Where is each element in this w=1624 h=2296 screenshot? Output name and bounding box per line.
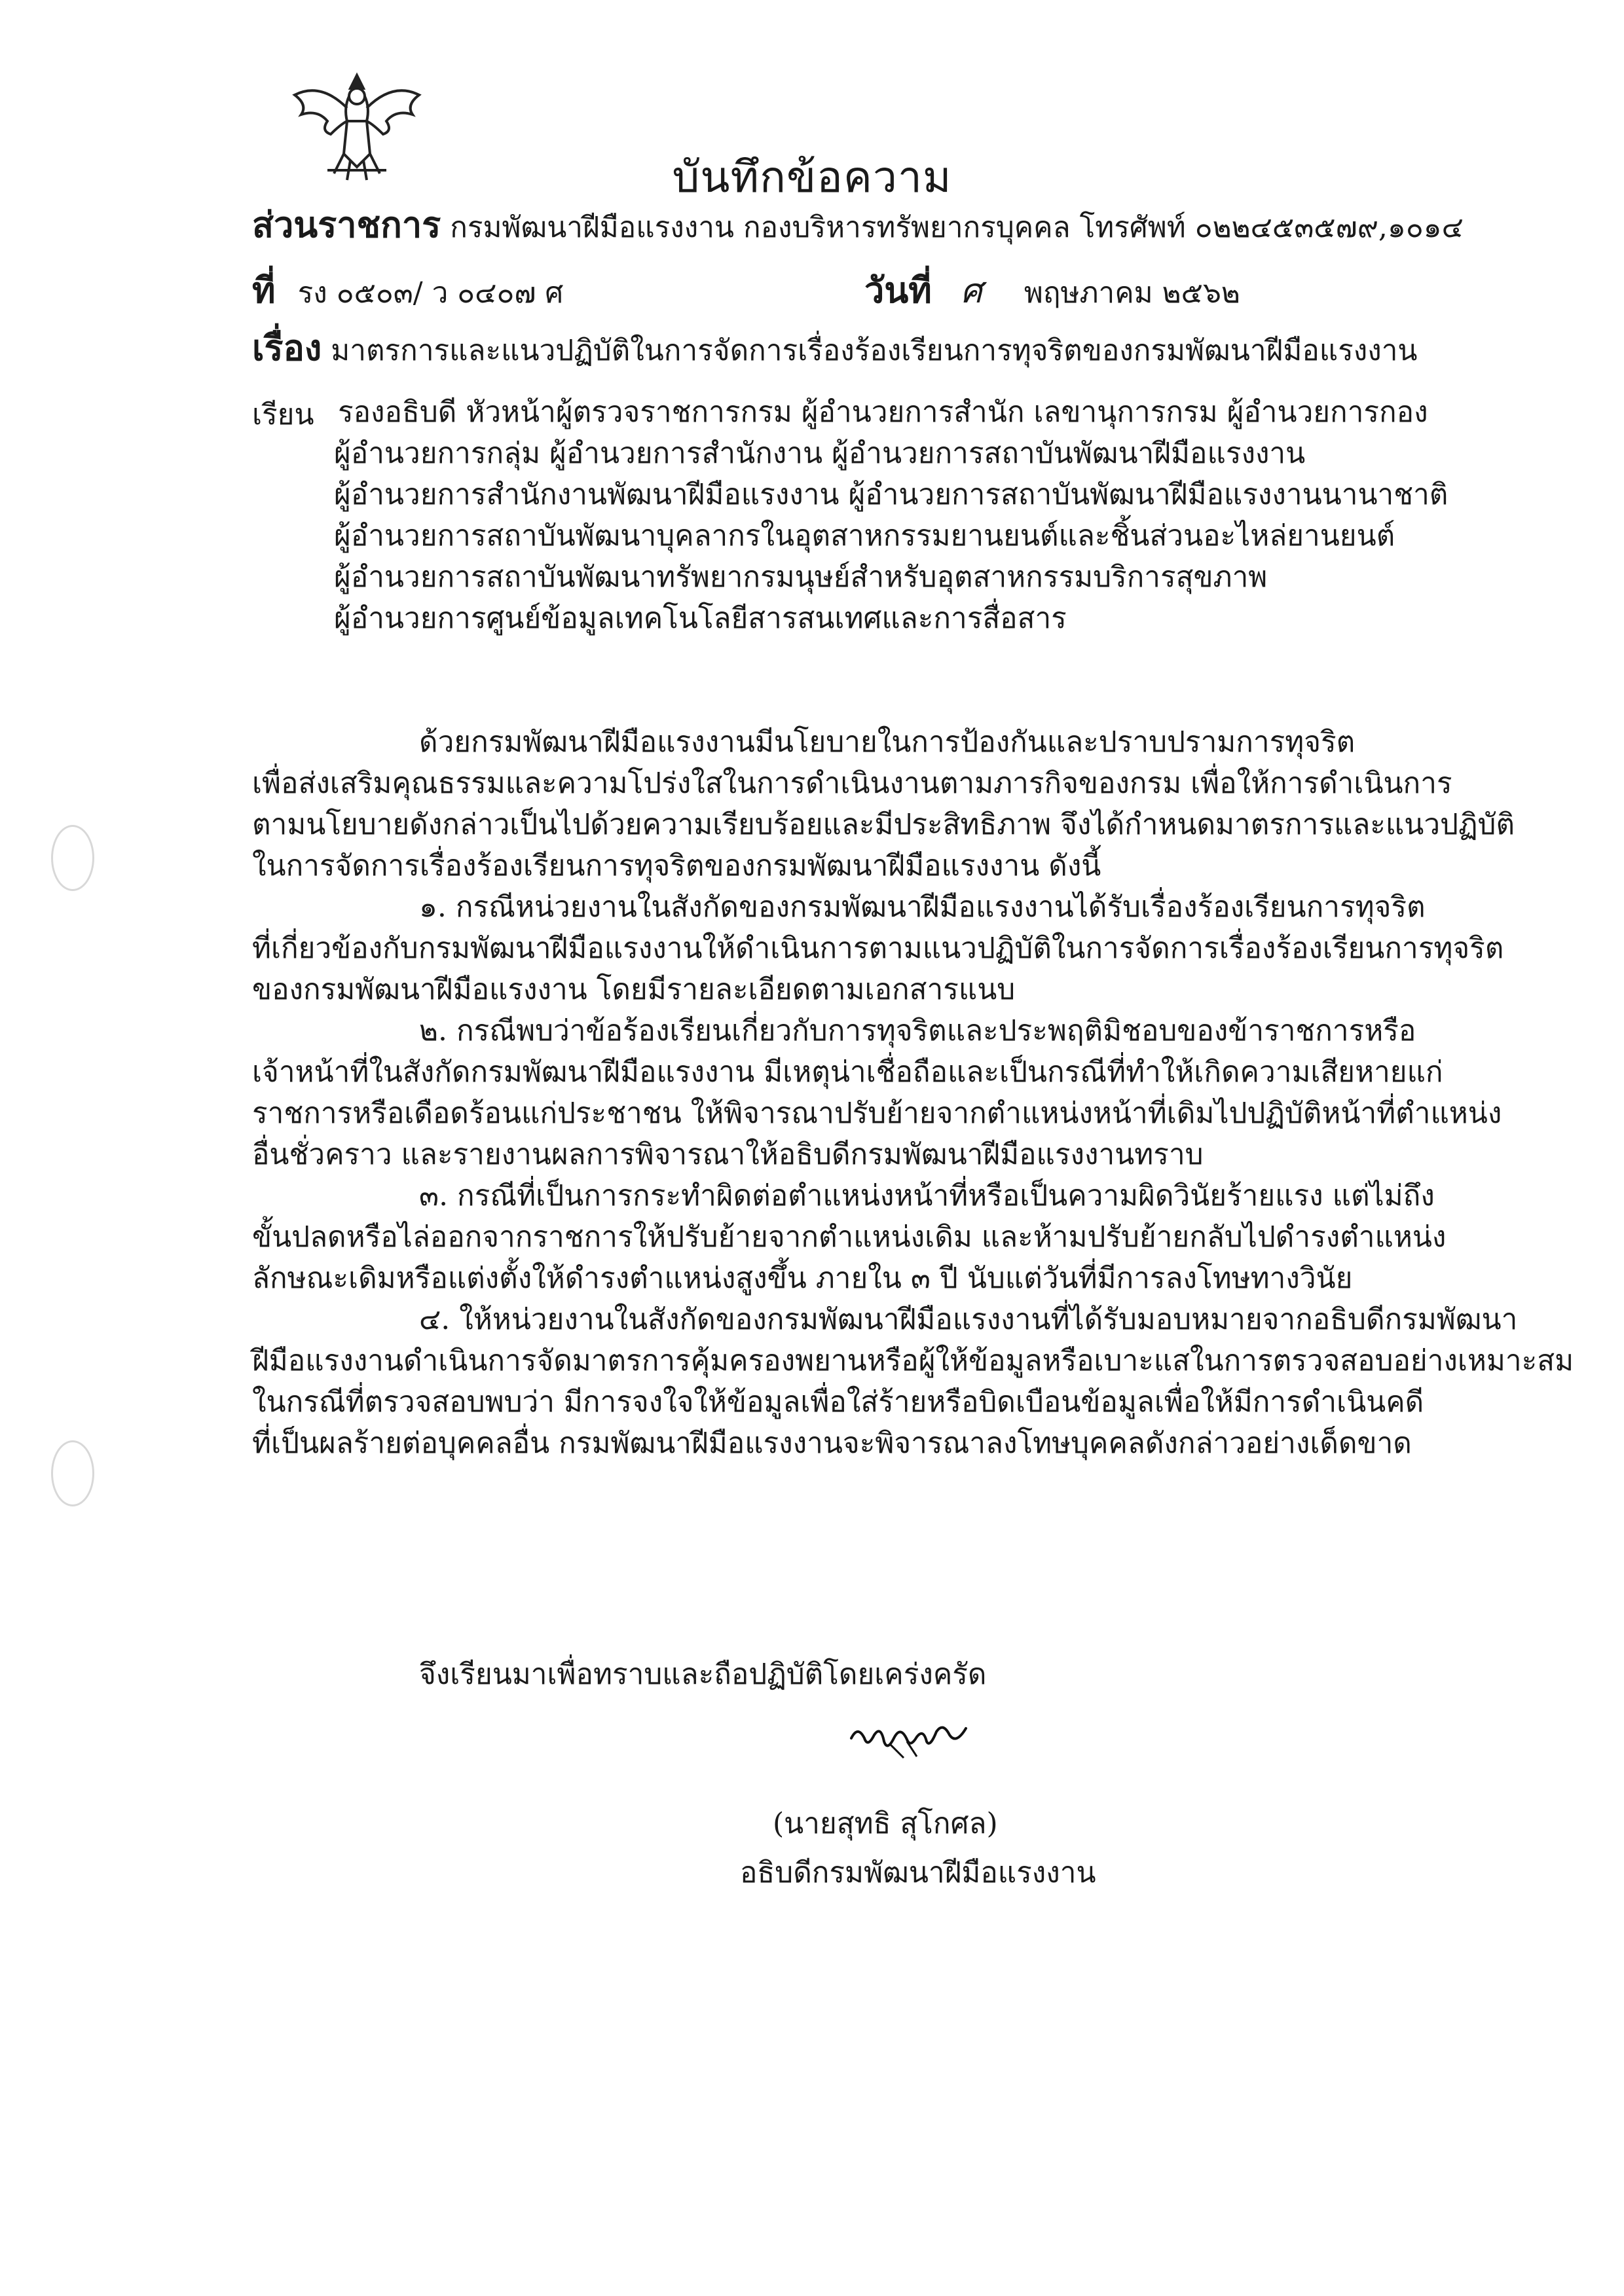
subject-label: เรื่อง [252,327,322,369]
closing-line: จึงเรียนมาเพื่อทราบและถือปฏิบัติโดยเคร่งครัด [419,1658,987,1691]
agency-label: ส่วนราชการ [252,204,441,246]
paragraph-item-2 [252,1010,1502,1175]
recipient-line: ผู้อำนวยการสถาบันพัฒนาบุคลากรในอุตสาหกรรมยานยนต์และชิ้นส่วนอะไหล่ยานยนต์ [334,519,1395,553]
paragraph-line: ๔. ให้หน่วยงานในสังกัดของกรมพัฒนาฝีมือแรงงานที่ได้รับมอบหมายจากอธิบดีกรมพัฒนา [419,1303,1518,1336]
recipient-line: ผู้อำนวยการศูนย์ข้อมูลเทคโนโลยีสารสนเทศและการสื่อสาร [334,602,1067,635]
reference-number: รง ๐๕๐๓/ ว ๐๔๐๗ ศ [297,276,564,310]
recipients [334,392,1448,639]
paragraph-item-4 [252,1299,1574,1464]
paragraph-line: ที่เกี่ยวข้องกับกรมพัฒนาฝีมือแรงงานให้ดำเนินการตามแนวปฏิบัติในการจัดการเรื่องร้องเรียนการทุจริต [252,932,1504,965]
paragraph-item-3 [252,1175,1447,1299]
agency-value: กรมพัฒนาฝีมือแรงงาน กองบริหารทรัพยากรบุคคล โทรศัพท์ ๐๒๒๔๕๓๕๗๙,๑๐๑๔ [450,211,1464,244]
signer-position: อธิบดีกรมพัฒนาฝีมือแรงงาน [740,1856,1096,1889]
recipient-line: ผู้อำนวยการสำนักงานพัฒนาฝีมือแรงงาน ผู้อำนวยการสถาบันพัฒนาฝีมือแรงงานนานาชาติ [334,478,1449,511]
subject-value: มาตรการและแนวปฏิบัติในการจัดการเรื่องร้องเรียนการทุจริตของกรมพัฒนาฝีมือแรงงาน [331,334,1418,367]
recipient-line: ผู้อำนวยการกลุ่ม ผู้อำนวยการสำนักงาน ผู้อำนวยการสถาบันพัฒนาฝีมือแรงงาน [334,437,1306,470]
paragraph-line: ในกรณีที่ตรวจสอบพบว่า มีการจงใจให้ข้อมูลเพื่อใส่ร้ายหรือบิดเบือนข้อมูลเพื่อให้มีการดำเนินคดี [252,1385,1424,1419]
paragraph-line: เพื่อส่งเสริมคุณธรรมและความโปร่งใสในการดำเนินงานตามภารกิจของกรม เพื่อให้การดำเนินการ [252,767,1452,800]
paragraph-item-1 [252,886,1504,1010]
memo-title: บันทึกข้อความ [672,152,952,202]
paragraph-line: ๑. กรณีหน่วยงานในสังกัดของกรมพัฒนาฝีมือแรงงานได้รับเรื่องร้องเรียนการทุจริต [419,890,1426,924]
paragraph-line: ราชการหรือเดือดร้อนแก่ประชาชน ให้พิจารณาปรับย้ายจากตำแหน่งหน้าที่เดิมไปปฏิบัติหน้าที่ตำแหน่ง [252,1097,1502,1130]
paragraph-line: ของกรมพัฒนาฝีมือแรงงาน โดยมีรายละเอียดตามเอกสารแนบ [252,973,1016,1006]
punch-hole [51,825,94,891]
date-day: ศ [960,272,982,311]
paragraph-line: อื่นชั่วคราว และรายงานผลการพิจารณาให้อธิบดีกรมพัฒนาฝีมือแรงงานทราบ [252,1138,1204,1171]
punch-hole [51,1440,94,1506]
recipient-line: รองอธิบดี หัวหน้าผู้ตรวจราชการกรม ผู้อำนวยการสำนัก เลขานุการกรม ผู้อำนวยการกอง [338,395,1428,429]
date-row [864,262,1240,318]
to-label: เรียน [252,398,314,431]
paragraph-line: เจ้าหน้าที่ในสังกัดกรมพัฒนาฝีมือแรงงาน มีเหตุน่าเชื่อถือและเป็นกรณีที่ทำให้เกิดความเสียหายแก่ [252,1055,1443,1089]
subject-row [252,319,1418,376]
signer-name: (นายสุทธิ สุโกศล) [773,1807,998,1840]
paragraph-line: ขั้นปลดหรือไล่ออกจากราชการให้ปรับย้ายจากตำแหน่งเดิม และห้ามปรับย้ายกลับไปดำรงตำแหน่ง [252,1220,1447,1254]
handwritten-signature [845,1712,976,1764]
date-label: วันที่ [864,269,932,311]
paragraph-line: ๒. กรณีพบว่าข้อร้องเรียนเกี่ยวกับการทุจริตและประพฤติมิชอบของข้าราชการหรือ [419,1014,1416,1048]
paragraph-line: ๓. กรณีที่เป็นการกระทำผิดต่อตำแหน่งหน้าที่หรือเป็นความผิดวินัยร้ายแรง แต่ไม่ถึง [419,1179,1435,1212]
paragraph-line: ในการจัดการเรื่องร้องเรียนการทุจริตของกรมพัฒนาฝีมือแรงงาน ดังนี้ [252,849,1101,883]
date-value: พฤษภาคม ๒๕๖๒ [1024,276,1240,310]
reference-label: ที่ [252,269,276,311]
paragraph-intro [252,721,1515,886]
paragraph-line: ฝีมือแรงงานดำเนินการจัดมาตรการคุ้มครองพยานหรือผู้ให้ข้อมูลหรือเบาะแสในการตรวจสอบอย่างเหมาะสม [252,1344,1574,1377]
reference-row [252,262,563,318]
paragraph-line: ตามนโยบายดังกล่าวเป็นไปด้วยความเรียบร้อยและมีประสิทธิภาพ จึงได้กำหนดมาตรการและแนวปฏิบัติ [252,808,1515,841]
paragraph-line: ด้วยกรมพัฒนาฝีมือแรงงานมีนโยบายในการป้องกันและปราบปรามการทุจริต [419,725,1356,759]
recipient-line: ผู้อำนวยการสถาบันพัฒนาทรัพยากรมนุษย์สำหรับอุตสาหกรรมบริการสุขภาพ [334,560,1268,594]
agency-row [252,196,1464,253]
paragraph-line: ที่เป็นผลร้ายต่อบุคคลอื่น กรมพัฒนาฝีมือแรงงานจะพิจารณาลงโทษบุคคลดังกล่าวอย่างเด็ดขาด [252,1427,1412,1460]
paragraph-line: ลักษณะเดิมหรือแต่งตั้งให้ดำรงตำแหน่งสูงขึ้น ภายใน ๓ ปี นับแต่วันที่มีการลงโทษทางวินัย [252,1262,1353,1295]
